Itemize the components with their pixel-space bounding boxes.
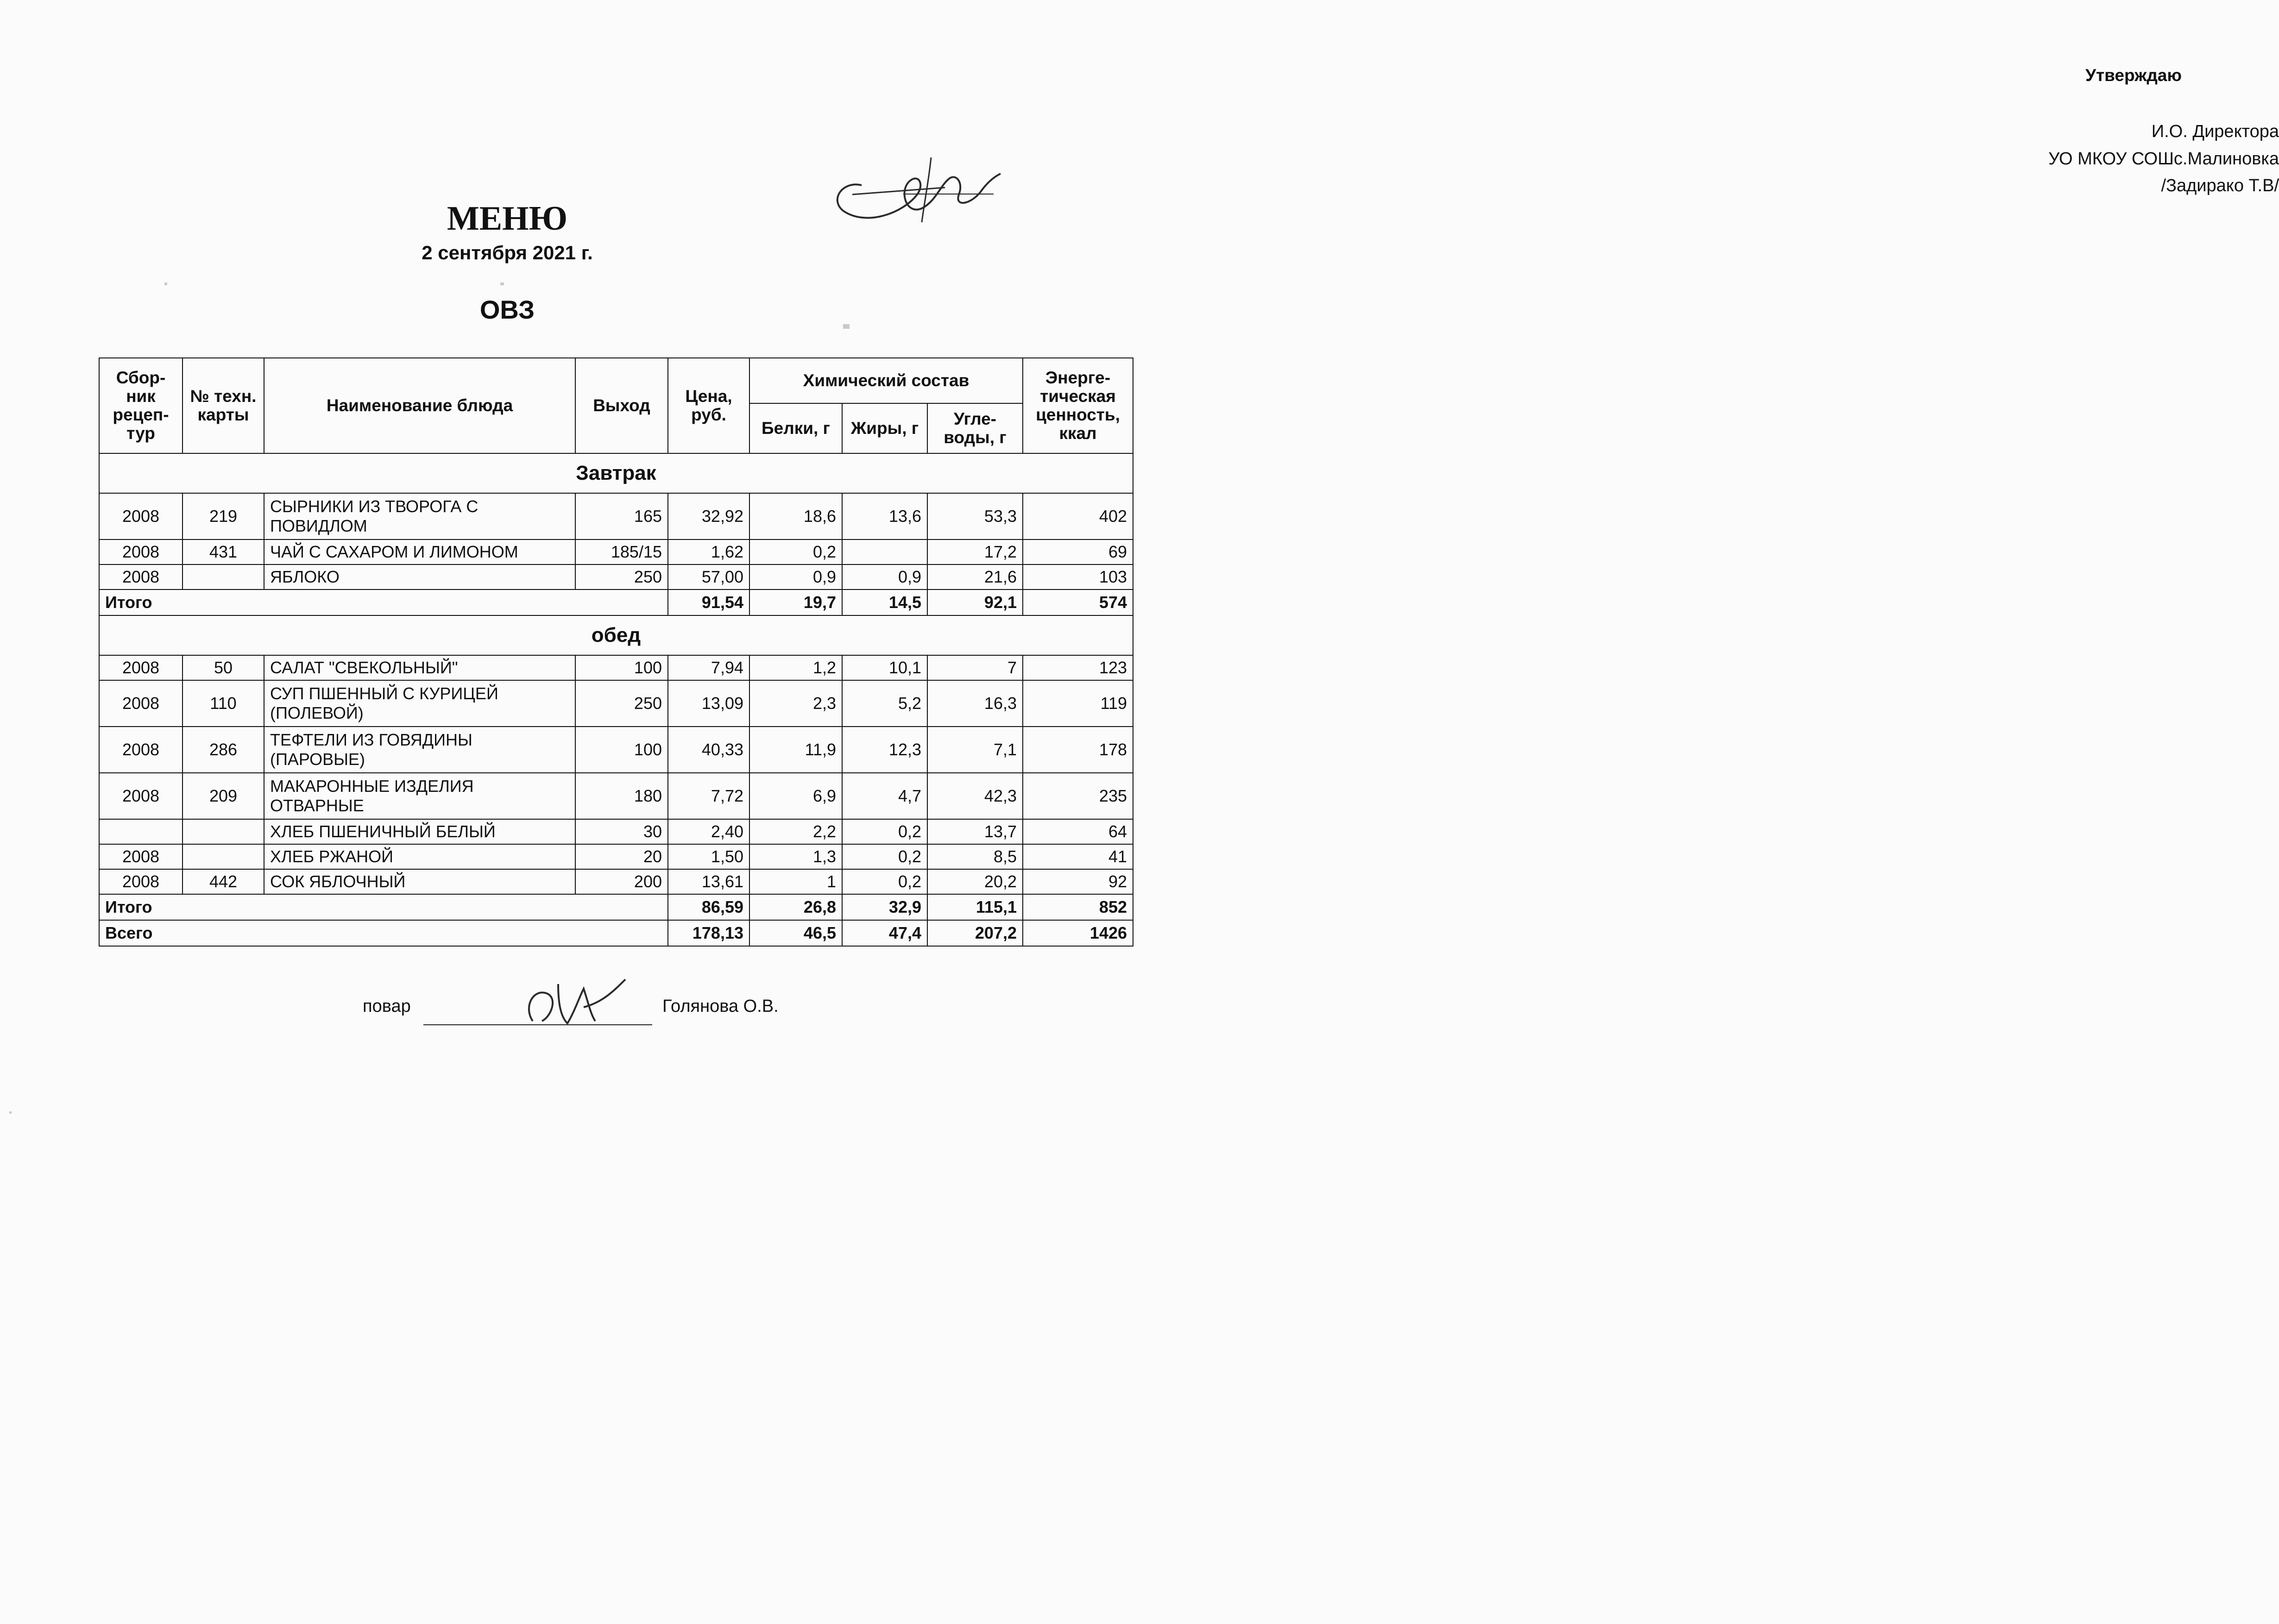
cell-dish: МАКАРОННЫЕ ИЗДЕЛИЯ ОТВАРНЫЕ bbox=[264, 773, 575, 819]
cell-collection: 2008 bbox=[99, 493, 183, 539]
cell-price: 40,33 bbox=[668, 727, 749, 773]
header-protein: Белки, г bbox=[749, 403, 842, 453]
menu-date: 2 сентября 2021 г. bbox=[422, 242, 593, 263]
cell-yield: 100 bbox=[575, 727, 668, 773]
menu-table bbox=[99, 357, 1133, 947]
grand-total-energy: 1426 bbox=[1023, 920, 1133, 946]
cell-protein: 2,2 bbox=[749, 819, 842, 844]
cell-yield: 250 bbox=[575, 564, 668, 589]
header-price: Цена, руб. bbox=[668, 358, 749, 453]
table-row bbox=[99, 680, 1133, 727]
table-row bbox=[99, 655, 1133, 680]
table-row bbox=[99, 819, 1133, 844]
cell-dish: ТЕФТЕЛИ ИЗ ГОВЯДИНЫ (ПАРОВЫЕ) bbox=[264, 727, 575, 773]
cook-name: Голянова О.В. bbox=[662, 997, 779, 1016]
cell-card: 431 bbox=[183, 539, 264, 564]
cell-carbs: 13,7 bbox=[927, 819, 1023, 844]
cell-yield: 165 bbox=[575, 493, 668, 539]
cell-card bbox=[183, 844, 264, 869]
approval-organization: УО МКОУ СОШс.Малиновка bbox=[2048, 149, 2279, 169]
cell-protein: 1,2 bbox=[749, 655, 842, 680]
grand-total-label: Всего bbox=[99, 920, 668, 946]
cell-price: 32,92 bbox=[668, 493, 749, 539]
header-chemical: Химический состав bbox=[749, 358, 1023, 403]
cell-price: 2,40 bbox=[668, 819, 749, 844]
cell-card: 286 bbox=[183, 727, 264, 773]
cell-fat: 0,2 bbox=[842, 819, 927, 844]
total-label: Итого bbox=[99, 894, 668, 920]
cell-collection: 2008 bbox=[99, 564, 183, 589]
cell-energy: 64 bbox=[1023, 819, 1133, 844]
header-card-no: № техн. карты bbox=[183, 358, 264, 453]
scan-speck bbox=[164, 282, 167, 285]
cell-protein: 2,3 bbox=[749, 680, 842, 727]
cell-protein: 0,2 bbox=[749, 539, 842, 564]
cell-energy: 119 bbox=[1023, 680, 1133, 727]
cell-price: 1,62 bbox=[668, 539, 749, 564]
cell-protein: 11,9 bbox=[749, 727, 842, 773]
grand-total-row bbox=[99, 920, 1133, 946]
header-carbs: Угле-воды, г bbox=[927, 403, 1023, 453]
cell-collection: 2008 bbox=[99, 844, 183, 869]
table-row bbox=[99, 564, 1133, 589]
cell-yield: 100 bbox=[575, 655, 668, 680]
cell-carbs: 20,2 bbox=[927, 869, 1023, 894]
cell-protein: 18,6 bbox=[749, 493, 842, 539]
lunch-total-row bbox=[99, 894, 1133, 920]
total-label: Итого bbox=[99, 589, 668, 615]
section-title: Завтрак bbox=[99, 453, 1133, 493]
cell-energy: 178 bbox=[1023, 727, 1133, 773]
cell-carbs: 17,2 bbox=[927, 539, 1023, 564]
cell-yield: 250 bbox=[575, 680, 668, 727]
cell-protein: 1,3 bbox=[749, 844, 842, 869]
cell-price: 13,61 bbox=[668, 869, 749, 894]
cell-fat: 0,9 bbox=[842, 564, 927, 589]
approval-name: /Задирако Т.В/ bbox=[2161, 176, 2279, 195]
cell-collection: 2008 bbox=[99, 655, 183, 680]
cell-collection: 2008 bbox=[99, 539, 183, 564]
section-title: обед bbox=[99, 615, 1133, 655]
total-energy: 574 bbox=[1023, 589, 1133, 615]
cell-carbs: 8,5 bbox=[927, 844, 1023, 869]
cell-dish: СУП ПШЕННЫЙ С КУРИЦЕЙ (ПОЛЕВОЙ) bbox=[264, 680, 575, 727]
cell-energy: 103 bbox=[1023, 564, 1133, 589]
cell-collection: 2008 bbox=[99, 869, 183, 894]
cell-carbs: 7,1 bbox=[927, 727, 1023, 773]
cell-price: 13,09 bbox=[668, 680, 749, 727]
cell-card: 209 bbox=[183, 773, 264, 819]
cell-dish: СЫРНИКИ ИЗ ТВОРОГА С ПОВИДЛОМ bbox=[264, 493, 575, 539]
cell-price: 7,72 bbox=[668, 773, 749, 819]
cell-energy: 69 bbox=[1023, 539, 1133, 564]
total-price: 91,54 bbox=[668, 589, 749, 615]
cell-fat: 5,2 bbox=[842, 680, 927, 727]
cell-price: 57,00 bbox=[668, 564, 749, 589]
cell-yield: 30 bbox=[575, 819, 668, 844]
cell-energy: 123 bbox=[1023, 655, 1133, 680]
scan-speck bbox=[9, 1111, 12, 1114]
cell-carbs: 7 bbox=[927, 655, 1023, 680]
cell-collection: 2008 bbox=[99, 727, 183, 773]
cell-carbs: 42,3 bbox=[927, 773, 1023, 819]
cell-fat: 0,2 bbox=[842, 869, 927, 894]
breakfast-total-row bbox=[99, 589, 1133, 615]
cell-dish: ЯБЛОКО bbox=[264, 564, 575, 589]
menu-group: ОВЗ bbox=[479, 295, 535, 324]
header-collection: Сбор-ник рецеп-тур bbox=[99, 358, 183, 453]
total-carbs: 115,1 bbox=[927, 894, 1023, 920]
cell-price: 7,94 bbox=[668, 655, 749, 680]
cell-fat: 12,3 bbox=[842, 727, 927, 773]
cell-carbs: 53,3 bbox=[927, 493, 1023, 539]
cell-price: 1,50 bbox=[668, 844, 749, 869]
header-dish: Наименование блюда bbox=[264, 358, 575, 453]
cell-card: 110 bbox=[183, 680, 264, 727]
cell-carbs: 16,3 bbox=[927, 680, 1023, 727]
cell-energy: 92 bbox=[1023, 869, 1133, 894]
cook-signature bbox=[514, 970, 635, 1035]
cell-fat: 4,7 bbox=[842, 773, 927, 819]
cell-protein: 1 bbox=[749, 869, 842, 894]
cell-card: 442 bbox=[183, 869, 264, 894]
cell-collection: 2008 bbox=[99, 773, 183, 819]
grand-total-protein: 46,5 bbox=[749, 920, 842, 946]
approval-position: И.О. Директора bbox=[2151, 122, 2279, 141]
cell-carbs: 21,6 bbox=[927, 564, 1023, 589]
cell-card bbox=[183, 564, 264, 589]
cell-dish: СОК ЯБЛОЧНЫЙ bbox=[264, 869, 575, 894]
cell-dish: САЛАТ "СВЕКОЛЬНЫЙ" bbox=[264, 655, 575, 680]
total-carbs: 92,1 bbox=[927, 589, 1023, 615]
table-row bbox=[99, 869, 1133, 894]
cell-card: 219 bbox=[183, 493, 264, 539]
table-row bbox=[99, 727, 1133, 773]
header-yield: Выход bbox=[575, 358, 668, 453]
approval-heading: Утверждаю bbox=[2085, 66, 2182, 85]
grand-total-fat: 47,4 bbox=[842, 920, 927, 946]
total-energy: 852 bbox=[1023, 894, 1133, 920]
table-header-row bbox=[99, 358, 1133, 403]
cell-collection bbox=[99, 819, 183, 844]
cell-energy: 235 bbox=[1023, 773, 1133, 819]
cell-dish: ХЛЕБ РЖАНОЙ bbox=[264, 844, 575, 869]
cell-protein: 0,9 bbox=[749, 564, 842, 589]
scan-speck bbox=[500, 282, 504, 285]
table-row bbox=[99, 493, 1133, 539]
cell-dish: ЧАЙ С САХАРОМ И ЛИМОНОМ bbox=[264, 539, 575, 564]
table-row bbox=[99, 539, 1133, 564]
cell-card: 50 bbox=[183, 655, 264, 680]
cell-fat: 13,6 bbox=[842, 493, 927, 539]
cell-card bbox=[183, 819, 264, 844]
cell-fat: 10,1 bbox=[842, 655, 927, 680]
header-fat: Жиры, г bbox=[842, 403, 927, 453]
total-price: 86,59 bbox=[668, 894, 749, 920]
cell-yield: 200 bbox=[575, 869, 668, 894]
cell-yield: 180 bbox=[575, 773, 668, 819]
total-fat: 32,9 bbox=[842, 894, 927, 920]
total-fat: 14,5 bbox=[842, 589, 927, 615]
header-energy: Энерге-тическая ценность, ккал bbox=[1023, 358, 1133, 453]
scan-speck bbox=[843, 324, 850, 329]
grand-total-price: 178,13 bbox=[668, 920, 749, 946]
total-protein: 26,8 bbox=[749, 894, 842, 920]
cell-dish: ХЛЕБ ПШЕНИЧНЫЙ БЕЛЫЙ bbox=[264, 819, 575, 844]
cook-label: повар bbox=[363, 997, 411, 1016]
table-row bbox=[99, 844, 1133, 869]
document-title: МЕНЮ bbox=[447, 200, 568, 238]
table-row bbox=[99, 773, 1133, 819]
section-lunch bbox=[99, 615, 1133, 655]
cell-energy: 402 bbox=[1023, 493, 1133, 539]
total-protein: 19,7 bbox=[749, 589, 842, 615]
section-breakfast bbox=[99, 453, 1133, 493]
cell-fat bbox=[842, 539, 927, 564]
cell-yield: 185/15 bbox=[575, 539, 668, 564]
cell-protein: 6,9 bbox=[749, 773, 842, 819]
cell-yield: 20 bbox=[575, 844, 668, 869]
cell-energy: 41 bbox=[1023, 844, 1133, 869]
cell-fat: 0,2 bbox=[842, 844, 927, 869]
cell-collection: 2008 bbox=[99, 680, 183, 727]
grand-total-carbs: 207,2 bbox=[927, 920, 1023, 946]
